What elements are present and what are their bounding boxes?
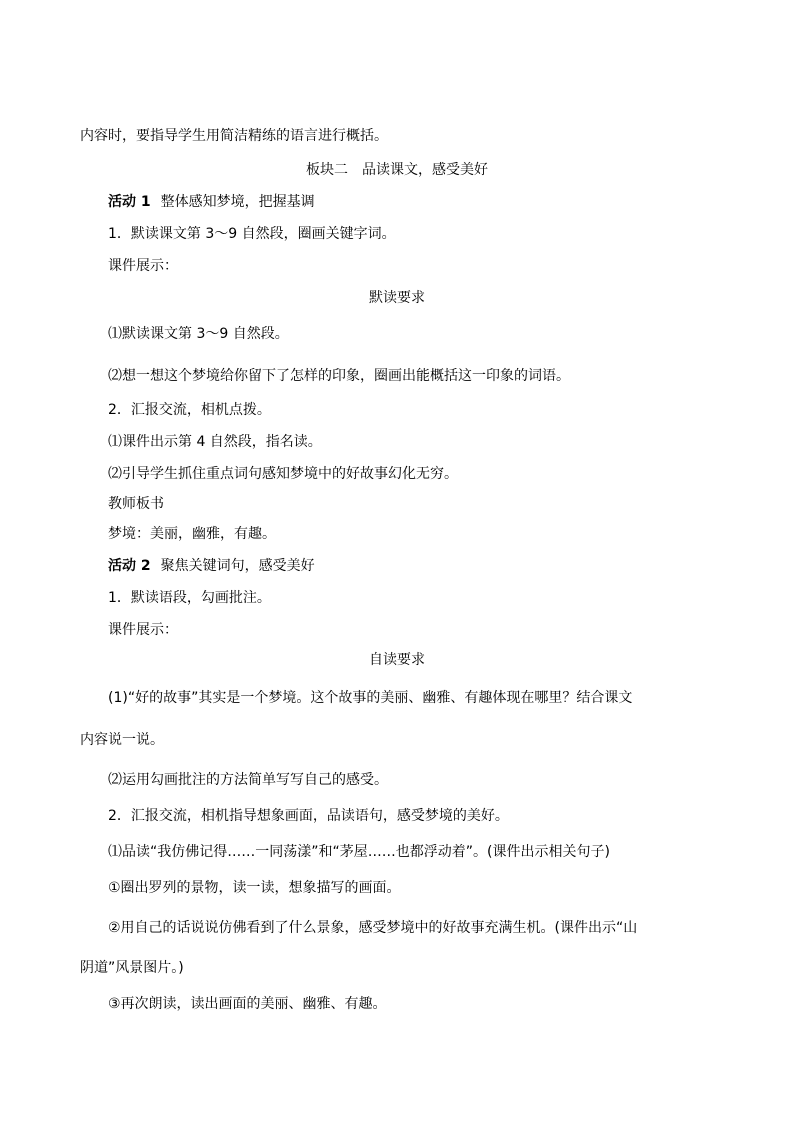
activity-heading [108,192,315,212]
box-title: 默读要求 [369,290,425,306]
paragraph-line: 课件展示： [108,622,178,638]
paragraph-line: ①圈出罗列的景物，读一读，想象描写的画面。 [108,880,401,896]
paragraph-line: (1)“好的故事”其实是一个梦境。这个故事的美丽、幽雅、有趣体现在哪里？结合课文 [108,690,633,706]
section-title: 品读课文，感受美好 [362,162,488,178]
paragraph-line: ⑴品读“我仿佛记得……一同荡漾”和“茅屋……也都浮动着”。(课件出示相关句子) [108,844,610,860]
paragraph-line: 教师板书 [108,496,164,512]
activity-title: 聚焦关键词句，感受美好 [160,558,315,574]
activity-title: 整体感知梦境，把握基调 [160,194,315,210]
paragraph-line: 2．汇报交流，相机点拨。 [108,402,271,418]
paragraph-line: ⑵运用勾画批注的方法简单写写自己的感受。 [108,772,388,788]
activity-label: 活动 2 [108,558,151,574]
paragraph-line: ⑵想一想这个梦境给你留下了怎样的印象，圈画出能概括这一印象的词语。 [108,368,570,384]
paragraph-line: 阴道”风景图片。) [80,960,184,976]
paragraph-line: 1．默读语段，勾画批注。 [108,590,271,606]
paragraph-line: 内容说一说。 [80,732,164,748]
paragraph-line: 内容时，要指导学生用简洁精练的语言进行概括。 [80,128,388,144]
paragraph-line: ②用自己的话说说仿佛看到了什么景象，感受梦境中的好故事充满生机。(课件出示“山 [108,920,638,936]
activity-heading [108,556,315,576]
paragraph-line: 1．默读课文第 3～9 自然段，圈画关键字词。 [108,226,396,242]
paragraph-line: ③再次朗读，读出画面的美丽、幽雅、有趣。 [108,996,387,1012]
activity-label: 活动 1 [108,194,151,210]
section-heading [0,160,794,180]
section-number: 板块二 [306,162,348,178]
paragraph-line: ⑴默读课文第 3～9 自然段。 [108,326,289,342]
paragraph-line: 2．汇报交流，相机指导想象画面，品读语句，感受梦境的美好。 [108,808,509,824]
box-title: 自读要求 [369,652,425,668]
paragraph-line: 梦境：美丽，幽雅，有趣。 [108,526,276,542]
paragraph-line: ⑵引导学生抓住重点词句感知梦境中的好故事幻化无穷。 [108,466,458,482]
paragraph-line: 课件展示： [108,258,178,274]
paragraph-line: ⑴课件出示第 4 自然段，指名读。 [108,434,322,450]
